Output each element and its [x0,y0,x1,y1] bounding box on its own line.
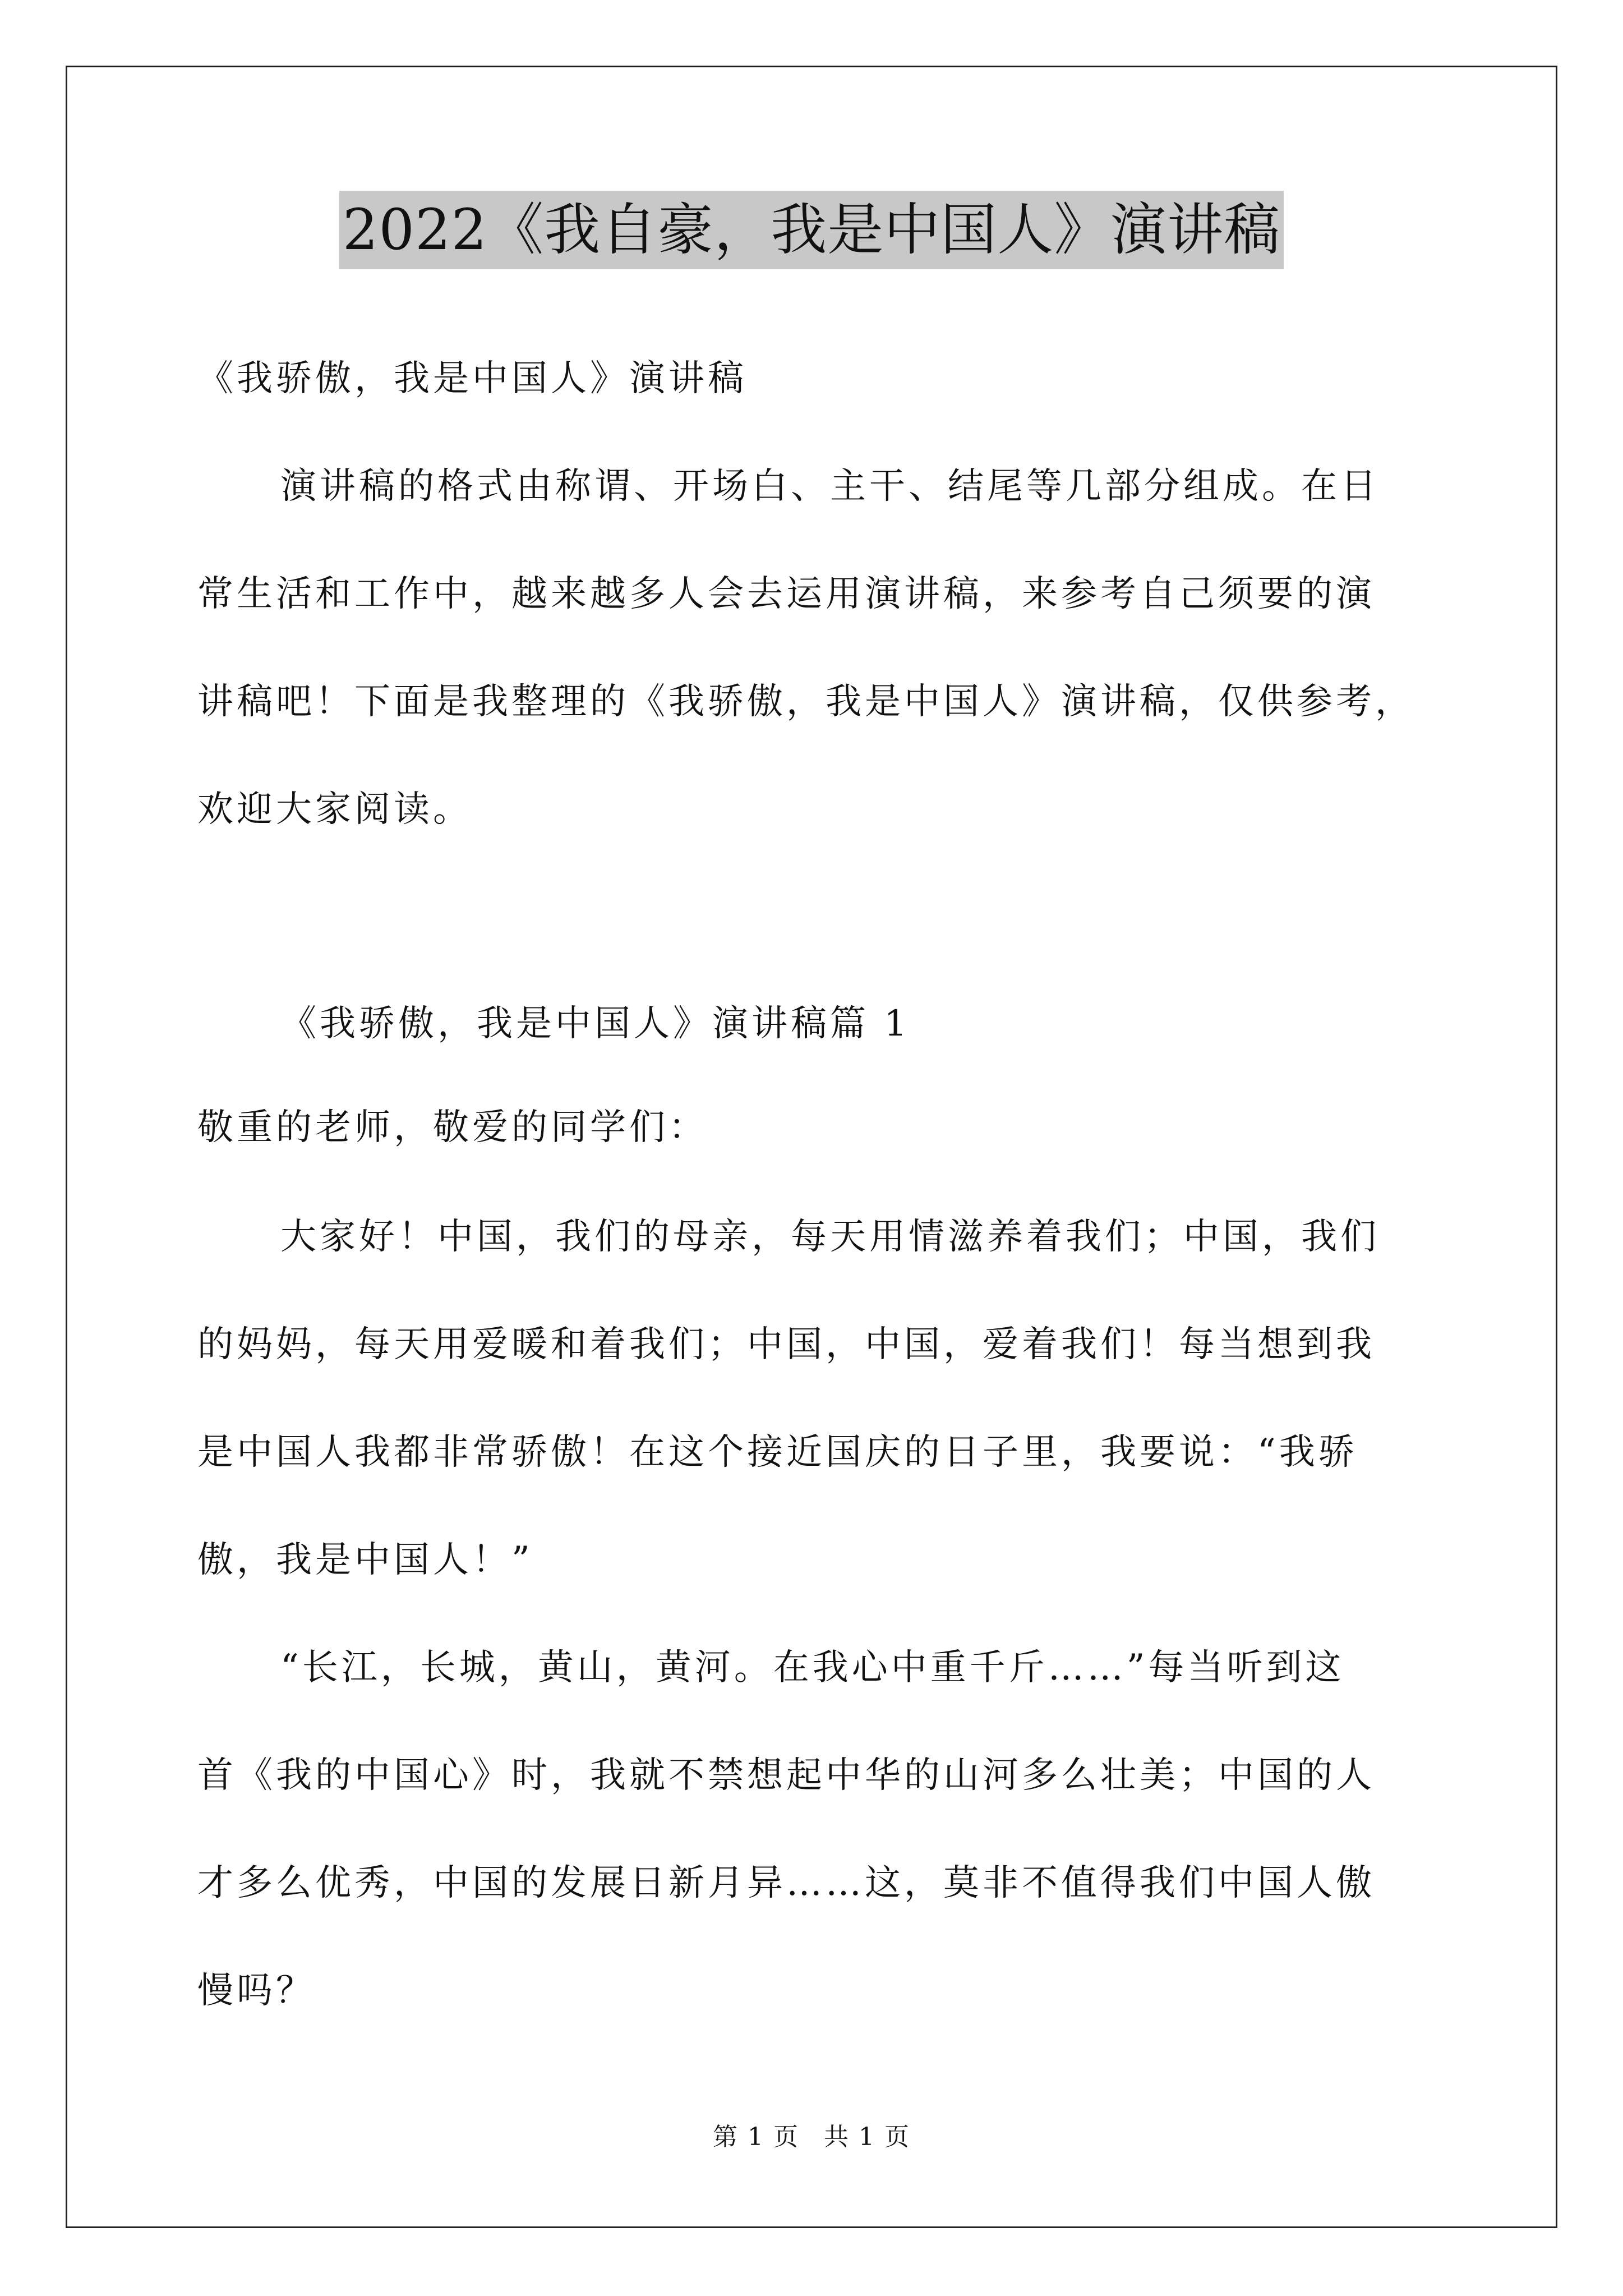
salutation: 敬重的老师，敬爱的同学们： [197,1107,708,1148]
paragraph-line: 才多么优秀，中国的发展日新月异……这，莫非不值得我们中国人傲 [197,1862,1375,1904]
intro-line: 演讲稿的格式由称谓、开场白、主干、结尾等几部分组成。在日 [280,466,1380,507]
document-title: 2022《我自豪，我是中国人》演讲稿 [339,191,1284,269]
paragraph-line: 慢吗？ [197,1970,315,2012]
document-subtitle: 《我骄傲，我是中国人》演讲稿 [197,358,747,399]
paragraph-line: 是中国人我都非常骄傲！在这个接近国庆的日子里，我要说：“我骄 [197,1432,1358,1473]
paragraph-line: “长江，长城，黄山，黄河。在我心中重千斤……”每当听到这 [280,1647,1345,1688]
paragraph-line: 首《我的中国心》时，我就不禁想起中华的山河多么壮美；中国的人 [197,1755,1375,1796]
intro-line: 讲稿吧！下面是我整理的《我骄傲，我是中国人》演讲稿，仅供参考， [197,681,1414,723]
intro-line: 欢迎大家阅读。 [197,789,472,830]
title-container [0,191,1623,269]
intro-line: 常生活和工作中，越来越多人会去运用演讲稿，来参考自己须要的演 [197,573,1375,615]
page-number-total: 共 1 页 [824,2123,910,2151]
page-footer [0,2120,1623,2154]
section-heading: 《我骄傲，我是中国人》演讲稿篇 1 [280,1003,911,1045]
paragraph-line: 大家好！中国，我们的母亲，每天用情滋养着我们；中国，我们 [280,1216,1380,1258]
paragraph-line: 的妈妈，每天用爱暖和着我们；中国，中国，爱着我们！每当想到我 [197,1324,1375,1365]
page-number-current: 第 1 页 [713,2123,799,2151]
paragraph-line: 傲，我是中国人！” [197,1539,533,1581]
